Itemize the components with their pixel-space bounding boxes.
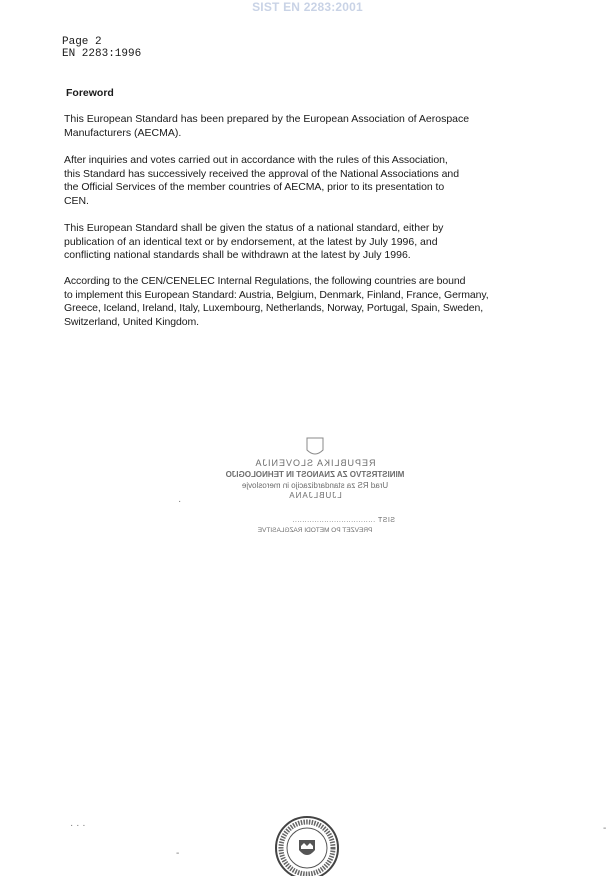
watermark: SIST EN 2283:2001 <box>252 0 363 14</box>
speck: - <box>176 848 180 859</box>
paragraph-line: According to the CEN/CENELEC Internal Regulations, the following countries are bound <box>64 275 466 287</box>
svg-text:MINISTRSTVO ZA ZNANOST IN TEHN: MINISTRSTVO ZA ZNANOST IN TEHNOLOGIJO <box>225 470 405 479</box>
paragraph-line: Greece, Iceland, Ireland, Italy, Luxembourg, Netherlands, Norway, Portugal, Spain, Sweden, <box>64 302 484 314</box>
paragraph-line: conflicting national standards shall be withdrawn at the latest by July 1996. <box>64 249 411 261</box>
paragraph-line: This European Standard shall be given the status of a national standard, either by <box>64 222 444 234</box>
speck: · · · <box>70 820 86 831</box>
svg-text:REPUBLIKA SLOVENIJA: REPUBLIKA SLOVENIJA <box>254 458 376 468</box>
paragraph-line: publication of an identical text or by endorsement, at the latest by July 1996, and <box>64 235 438 248</box>
svg-text:SIST .........................: SIST .................................. <box>291 517 395 524</box>
paragraph-line: CEN. <box>64 194 89 207</box>
speck: - <box>603 823 607 834</box>
svg-text:PREVZET PO METODI RAZGLASITVE: PREVZET PO METODI RAZGLASITVE <box>257 527 373 534</box>
paragraph-line: this Standard has successively received the approval of the National Associations and <box>64 167 459 180</box>
paragraph-line: After inquiries and votes carried out in accordance with the rules of this Association, <box>64 154 448 166</box>
page-header <box>62 36 141 60</box>
official-seal-image <box>272 812 342 876</box>
paragraph-line: This European Standard has been prepared by the European Association of Aerospace <box>64 113 470 125</box>
speck: · <box>178 496 182 507</box>
ministry-stamp-image <box>215 436 415 536</box>
paragraph-line: to implement this European Standard: Austria, Belgium, Denmark, Finland, France, Germany, <box>64 288 489 301</box>
paragraph-line: the Official Services of the member countries of AECMA, prior to its presentation to <box>64 181 445 193</box>
svg-text:LJUBLJANA: LJUBLJANA <box>288 491 342 500</box>
foreword-paragraph-4 <box>64 275 564 329</box>
foreword-heading: Foreword <box>66 87 114 99</box>
document-number: EN 2283:1996 <box>62 48 142 60</box>
foreword-paragraph-3 <box>64 222 564 263</box>
paragraph-line: Manufacturers (AECMA). <box>64 126 182 139</box>
svg-text:Urad RS za standardizacijo in: Urad RS za standardizacijo in meroslovje <box>241 481 389 490</box>
paragraph-line: Switzerland, United Kingdom. <box>64 315 199 328</box>
foreword-paragraph-1 <box>64 113 564 140</box>
page-number: Page 2 <box>62 36 102 48</box>
foreword-paragraph-2 <box>64 154 564 208</box>
